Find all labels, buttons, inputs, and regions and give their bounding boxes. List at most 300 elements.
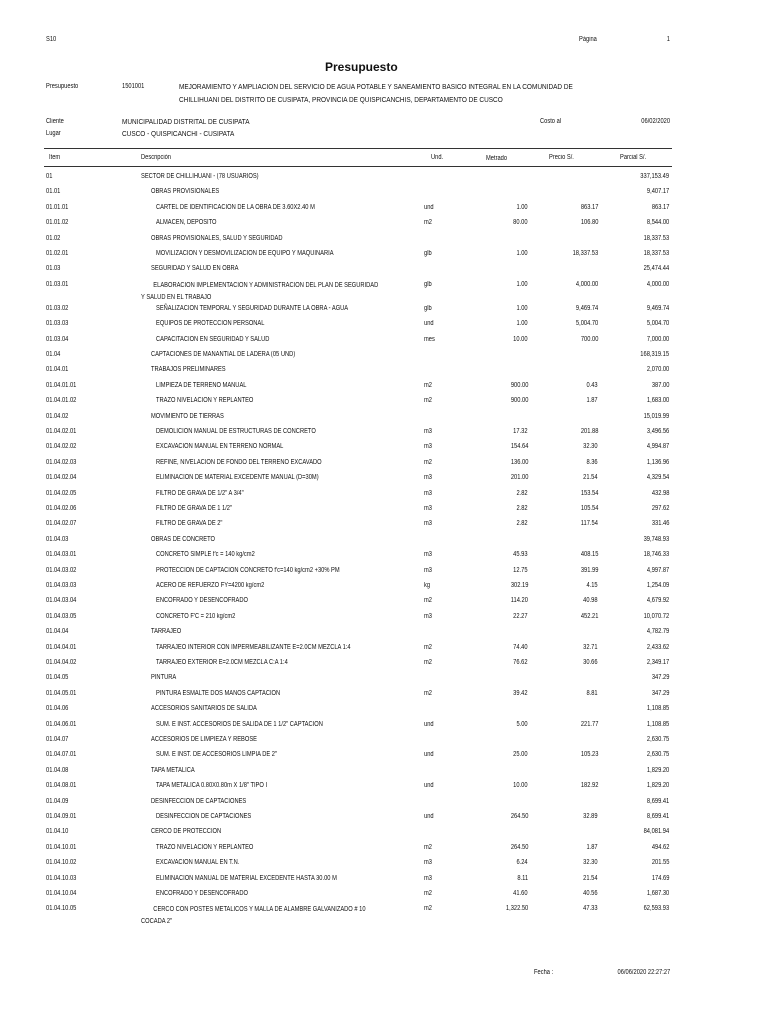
table-row <box>0 536 768 550</box>
row-item: 01.04.07 <box>46 736 69 743</box>
col-und: Und. <box>431 154 444 161</box>
row-description: TAPA METALICA 0.80X0.80m X 1/8" TIPO I <box>156 782 268 790</box>
row-metrado: 45.93 <box>513 551 528 559</box>
row-precio: 863.17 <box>580 203 598 211</box>
row-item: 01.04.01.01 <box>46 381 77 389</box>
row-parcial: 494.62 <box>651 843 669 851</box>
row-item: 01.04.03 <box>46 535 69 543</box>
row-unit: m2 <box>424 843 432 851</box>
row-precio: 391.99 <box>580 566 598 574</box>
row-metrado: 2.82 <box>516 489 528 497</box>
row-parcial: 18,337.53 <box>643 234 669 242</box>
row-parcial: 18,337.53 <box>643 250 669 257</box>
row-metrado: 302.19 <box>510 582 528 589</box>
row-precio: 117.54 <box>580 520 598 528</box>
row-parcial: 2,630.75 <box>646 736 669 743</box>
row-precio: 201.88 <box>580 428 598 435</box>
row-parcial: 168,319.15 <box>640 351 669 358</box>
row-item: 01.04.02.05 <box>46 489 77 497</box>
row-parcial: 62,593.93 <box>643 905 669 913</box>
row-description: ENCOFRADO Y DESENCOFRADO <box>156 597 248 605</box>
row-unit: mes <box>424 335 435 343</box>
row-description: ENCOFRADO Y DESENCOFRADO <box>156 890 248 897</box>
row-metrado: 1.00 <box>516 250 528 257</box>
row-item: 01.04.02.02 <box>46 443 77 451</box>
row-parcial: 174.69 <box>651 874 669 882</box>
table-row <box>0 597 768 611</box>
row-metrado: 900.00 <box>510 381 528 389</box>
row-description: SUM. E INST. ACCESORIOS DE SALIDA DE 1 1/2" CAPTACION <box>156 720 323 728</box>
row-metrado: 2.82 <box>516 505 528 512</box>
row-metrado: 5.00 <box>516 720 528 728</box>
col-precio: Precio S/. <box>549 154 574 161</box>
row-precio: 106.80 <box>580 219 598 227</box>
row-precio: 0.43 <box>586 381 598 389</box>
row-parcial: 7,000.00 <box>646 335 669 343</box>
row-unit: und <box>424 782 434 790</box>
table-row <box>0 659 768 673</box>
table-row <box>0 721 768 735</box>
table-row <box>0 250 768 264</box>
row-metrado: 1.00 <box>516 320 528 328</box>
table-row <box>0 505 768 519</box>
row-description: OBRAS PROVISIONALES, SALUD Y SEGURIDAD <box>151 234 283 242</box>
row-item: 01.04.03.01 <box>46 551 77 559</box>
cliente-value: MUNICIPALIDAD DISTRITAL DE CUSIPATA <box>122 117 250 126</box>
row-item: 01.01.02 <box>46 219 69 227</box>
table-row <box>0 305 768 319</box>
row-description: FILTRO DE GRAVA DE 1/2" A 3/4" <box>156 489 244 497</box>
fecha-label: Fecha : <box>534 969 554 976</box>
row-unit: m2 <box>424 397 432 405</box>
row-unit: m3 <box>424 474 432 482</box>
row-metrado: 264.50 <box>510 813 528 820</box>
row-parcial: 863.17 <box>651 203 669 211</box>
row-parcial: 2,349.17 <box>646 659 669 666</box>
row-parcial: 2,433.62 <box>646 643 669 651</box>
table-row <box>0 582 768 596</box>
row-precio: 32.71 <box>583 643 598 651</box>
table-row <box>0 443 768 457</box>
row-metrado: 80.00 <box>513 219 528 227</box>
page-label: Página <box>579 36 597 43</box>
row-parcial: 347.29 <box>651 689 669 697</box>
row-unit: glb <box>424 250 432 257</box>
row-parcial: 201.55 <box>651 859 669 867</box>
row-description: EXCAVACION MANUAL EN TERRENO NORMAL <box>156 443 284 451</box>
row-description: DESINFECCION DE CAPTACIONES <box>156 813 252 820</box>
row-description: ACCESORIOS DE LIMPIEZA Y REBOSE <box>151 736 258 743</box>
row-parcial: 432.98 <box>651 489 669 497</box>
row-unit: m3 <box>424 874 432 882</box>
row-precio: 105.23 <box>580 751 598 759</box>
row-parcial: 1,108.85 <box>646 720 669 728</box>
page-title: Presupuesto <box>325 60 398 74</box>
row-unit: m2 <box>424 905 432 913</box>
row-precio: 4.15 <box>586 582 598 589</box>
table-row <box>0 798 768 812</box>
row-metrado: 1,322.50 <box>505 905 528 913</box>
row-precio: 452.21 <box>580 612 598 620</box>
row-item: 01.04.08 <box>46 766 69 774</box>
row-unit: und <box>424 320 434 328</box>
row-item: 01.04.04.01 <box>46 643 77 651</box>
table-row <box>0 366 768 380</box>
row-description: EXCAVACION MANUAL EN T.N. <box>156 859 240 867</box>
row-unit: m2 <box>424 597 432 605</box>
row-parcial: 3,496.56 <box>646 428 669 435</box>
row-parcial: 18,746.33 <box>643 551 669 559</box>
row-metrado: 201.00 <box>510 474 528 482</box>
row-description: CONCRETO SIMPLE f'c = 140 kg/cm2 <box>156 551 255 559</box>
row-item: 01.04.09 <box>46 797 69 805</box>
row-precio: 1.87 <box>586 843 598 851</box>
table-row <box>0 520 768 534</box>
row-item: 01.01 <box>46 188 61 196</box>
row-precio: 40.56 <box>583 890 598 897</box>
table-row <box>0 844 768 858</box>
row-item: 01.01.01 <box>46 203 69 211</box>
row-parcial: 8,699.41 <box>646 813 669 820</box>
costo-value: 06/02/2020 <box>641 118 670 125</box>
row-metrado: 74.40 <box>513 643 528 651</box>
row-metrado: 114.20 <box>510 597 528 605</box>
row-description: SEGURIDAD Y SALUD EN OBRA <box>151 265 239 273</box>
row-metrado: 6.24 <box>516 859 528 867</box>
row-precio: 4,000.00 <box>575 280 598 288</box>
row-description: TAPA METALICA <box>151 766 195 774</box>
row-metrado: 136.00 <box>510 458 528 466</box>
row-unit: und <box>424 720 434 728</box>
row-parcial: 4,679.92 <box>646 597 669 605</box>
row-description: TRAZO NIVELACION Y REPLANTEO <box>156 397 254 405</box>
row-metrado: 22.27 <box>513 612 528 620</box>
table-row <box>0 859 768 873</box>
row-precio: 30.66 <box>583 659 598 666</box>
row-description: ACERO DE REFUERZO FY=4200 kg/cm2 <box>156 582 265 589</box>
row-parcial: 25,474.44 <box>643 265 669 273</box>
row-description: MOVIMIENTO DE TIERRAS <box>151 412 224 420</box>
row-unit: m2 <box>424 458 432 466</box>
row-parcial: 5,004.70 <box>646 320 669 328</box>
row-description: TRAZO NIVELACION Y REPLANTEO <box>156 843 254 851</box>
row-description: ELABORACION IMPLEMENTACION Y ADMINISTRACION DEL PLAN DE SEGURIDAD Y SALUD EN EL TRABAJO <box>141 281 379 301</box>
row-unit: glb <box>424 280 432 288</box>
row-description: TRABAJOS PRELIMINARES <box>151 366 226 374</box>
presupuesto-code: 1501001 <box>122 83 145 90</box>
row-parcial: 1,136.96 <box>646 458 669 466</box>
row-parcial: 1,254.09 <box>646 582 669 589</box>
row-description: MOVILIZACION Y DESMOVILIZACION DE EQUIPO Y MAQUINARIA <box>156 250 334 257</box>
table-row <box>0 875 768 889</box>
row-description: CARTEL DE IDENTIFICACION DE LA OBRA DE 3.60X2.40 M <box>156 203 315 211</box>
row-unit: m2 <box>424 890 432 897</box>
row-metrado: 41.60 <box>513 890 528 897</box>
row-precio: 8.81 <box>586 689 598 697</box>
row-description: SUM. E INST. DE ACCESORIOS LIMPIA DE 2" <box>156 751 278 759</box>
row-item: 01.04.01 <box>46 366 69 374</box>
row-precio: 408.15 <box>580 551 598 559</box>
table-row <box>0 751 768 765</box>
row-item: 01.04.07.01 <box>46 751 77 759</box>
row-item: 01.03.02 <box>46 304 69 312</box>
row-parcial: 1,108.85 <box>646 705 669 713</box>
table-row <box>0 551 768 565</box>
row-item: 01.04.10.04 <box>46 890 77 897</box>
table-row <box>0 767 768 781</box>
table-row <box>0 690 768 704</box>
table-row <box>0 382 768 396</box>
row-unit: und <box>424 751 434 759</box>
row-parcial: 2,630.75 <box>646 751 669 759</box>
row-description: OBRAS DE CONCRETO <box>151 535 216 543</box>
row-item: 01.04.05 <box>46 674 69 682</box>
row-parcial: 84,081.94 <box>643 828 669 836</box>
col-parcial: Parcial S/. <box>620 154 647 161</box>
table-row <box>0 613 768 627</box>
row-unit: und <box>424 813 434 820</box>
row-precio: 40.98 <box>583 597 598 605</box>
table-row <box>0 474 768 488</box>
row-description: REFINE, NIVELACION DE FONDO DEL TERRENO EXCAVADO <box>156 458 322 466</box>
row-metrado: 76.62 <box>513 659 528 666</box>
table-row <box>0 265 768 279</box>
row-parcial: 15,019.99 <box>643 412 669 420</box>
col-item: Item <box>49 154 61 161</box>
row-item: 01.04.03.04 <box>46 597 77 605</box>
row-item: 01.04.05.01 <box>46 689 77 697</box>
row-parcial: 4,997.87 <box>646 566 669 574</box>
row-parcial: 1,683.00 <box>646 397 669 405</box>
row-precio: 18,337.53 <box>572 250 598 257</box>
row-description: EQUIPOS DE PROTECCION PERSONAL <box>156 320 265 328</box>
row-description: FILTRO DE GRAVA DE 1 1/2" <box>156 505 233 512</box>
row-metrado: 39.42 <box>513 689 528 697</box>
row-parcial: 8,699.41 <box>646 797 669 805</box>
table-row <box>0 567 768 581</box>
table-row <box>0 351 768 365</box>
row-parcial: 387.00 <box>651 381 669 389</box>
row-description: ELIMINACION MANUAL DE MATERIAL EXCEDENTE HASTA 30.00 M <box>156 874 337 882</box>
row-description: SEÑALIZACION TEMPORAL Y SEGURIDAD DURANTE LA OBRA - AGUA <box>156 304 349 312</box>
row-unit: m3 <box>424 489 432 497</box>
header-bottom-rule <box>44 166 672 167</box>
row-parcial: 9,407.17 <box>646 188 669 196</box>
row-precio: 47.33 <box>583 905 598 913</box>
row-item: 01 <box>46 173 53 180</box>
table-row <box>0 813 768 827</box>
row-unit: m3 <box>424 443 432 451</box>
col-descripcion: Descripción <box>141 154 171 161</box>
row-unit: m2 <box>424 689 432 697</box>
table-row <box>0 628 768 642</box>
row-item: 01.04.08.01 <box>46 782 77 790</box>
row-item: 01.04.03.05 <box>46 612 77 620</box>
row-precio: 21.54 <box>583 874 598 882</box>
row-metrado: 25.00 <box>513 751 528 759</box>
row-unit: und <box>424 203 434 211</box>
row-unit: m3 <box>424 551 432 559</box>
row-metrado: 12.75 <box>513 566 528 574</box>
row-unit: m2 <box>424 381 432 389</box>
row-metrado: 154.64 <box>510 443 528 451</box>
row-description: PINTURA <box>151 674 177 682</box>
row-item: 01.04.02.03 <box>46 458 77 466</box>
row-parcial: 9,469.74 <box>646 304 669 312</box>
row-item: 01.04.04 <box>46 628 69 636</box>
row-precio: 32.89 <box>583 813 598 820</box>
row-description: PROTECCION DE CAPTACION CONCRETO f'c=140 kg/cm2 +30% PM <box>156 566 340 574</box>
row-item: 01.04.09.01 <box>46 813 77 820</box>
row-unit: glb <box>424 304 432 312</box>
row-item: 01.04.06 <box>46 705 69 713</box>
row-precio: 21.54 <box>583 474 598 482</box>
row-item: 01.04.10 <box>46 828 69 836</box>
row-unit: kg <box>424 582 431 589</box>
row-parcial: 4,994.87 <box>646 443 669 451</box>
row-precio: 700.00 <box>580 335 598 343</box>
row-item: 01.04.02.06 <box>46 505 77 512</box>
row-unit: m3 <box>424 520 432 528</box>
row-unit: m2 <box>424 659 432 666</box>
row-metrado: 264.50 <box>510 843 528 851</box>
row-description: CAPACITACION EN SEGURIDAD Y SALUD <box>156 335 270 343</box>
row-metrado: 2.82 <box>516 520 528 528</box>
row-item: 01.04.02.04 <box>46 474 77 482</box>
row-item: 01.03.01 <box>46 280 69 288</box>
row-description: FILTRO DE GRAVA DE 2" <box>156 520 223 528</box>
table-row <box>0 736 768 750</box>
row-description: TARRAJEO EXTERIOR E=2.0CM MEZCLA C:A 1:4 <box>156 659 288 666</box>
row-description: DESINFECCION DE CAPTACIONES <box>151 797 247 805</box>
row-item: 01.04.03.02 <box>46 566 77 574</box>
row-description: CONCRETO F'C = 210 kg/cm2 <box>156 612 236 620</box>
row-item: 01.03 <box>46 265 61 273</box>
table-row <box>0 235 768 249</box>
row-item: 01.04.01.02 <box>46 397 77 405</box>
row-description: TARRAJEO <box>151 628 182 636</box>
row-parcial: 331.46 <box>651 520 669 528</box>
table-row <box>0 188 768 202</box>
presupuesto-label: Presupuesto <box>46 83 79 90</box>
page-number: 1 <box>666 36 670 43</box>
row-description: OBRAS PROVISIONALES <box>151 188 220 196</box>
header-top-rule <box>44 148 672 149</box>
row-item: 01.04.02.01 <box>46 428 77 435</box>
table-row <box>0 459 768 473</box>
row-precio: 221.77 <box>580 720 598 728</box>
table-row <box>0 336 768 350</box>
table-row <box>0 280 768 301</box>
row-item: 01.04.02 <box>46 412 69 420</box>
lugar-label: Lugar <box>46 130 61 137</box>
row-metrado: 900.00 <box>510 397 528 405</box>
row-parcial: 2,070.00 <box>646 366 669 374</box>
row-item: 01.04 <box>46 351 61 358</box>
row-parcial: 10,070.72 <box>643 612 669 620</box>
row-unit: m3 <box>424 859 432 867</box>
row-metrado: 10.00 <box>513 335 528 343</box>
row-parcial: 8,544.00 <box>646 219 669 227</box>
row-item: 01.04.10.01 <box>46 843 77 851</box>
row-metrado: 17.32 <box>513 428 528 435</box>
row-parcial: 4,782.79 <box>646 628 669 636</box>
row-precio: 9,469.74 <box>575 304 598 312</box>
row-parcial: 337,153.49 <box>640 173 669 180</box>
row-unit: m3 <box>424 612 432 620</box>
lugar-value: CUSCO - QUISPICANCHI - CUSIPATA <box>122 129 235 138</box>
row-parcial: 4,329.54 <box>646 474 669 482</box>
table-row <box>0 828 768 842</box>
row-description: LIMPIEZA DE TERRENO MANUAL <box>156 381 247 389</box>
row-unit: m3 <box>424 566 432 574</box>
row-metrado: 1.00 <box>516 304 528 312</box>
row-description: SECTOR DE CHILLIHUANI - (78 USUARIOS) <box>141 173 259 180</box>
table-row <box>0 397 768 411</box>
row-unit: m3 <box>424 428 432 435</box>
row-precio: 5,004.70 <box>575 320 598 328</box>
table-row <box>0 413 768 427</box>
row-description: ACCESORIOS SANITARIOS DE SALIDA <box>151 705 257 713</box>
row-parcial: 347.29 <box>651 674 669 682</box>
col-metrado: Metrado <box>486 155 508 162</box>
presupuesto-description: MEJORAMIENTO Y AMPLIACION DEL SERVICIO DE AGUA POTABLE Y SANEAMIENTO BASICO INTEGRAL EN LA COMUNIDAD DE CHILLIHUANI DEL DISTRITO DE CUSIPATA, PROVINCIA DE QUISPICANCHIS, DEPARTAMENTO DE CUSCO <box>179 82 573 104</box>
row-unit: m2 <box>424 219 432 227</box>
row-description: CERCO CON POSTES METALICOS Y MALLA DE ALAMBRE GALVANIZADO # 10 COCADA 2" <box>141 906 366 926</box>
row-metrado: 1.00 <box>516 280 528 288</box>
row-description: ALMACEN, DEPOSITO <box>156 219 217 227</box>
table-row <box>0 173 768 187</box>
row-parcial: 1,829.20 <box>646 782 669 790</box>
row-metrado: 1.00 <box>516 203 528 211</box>
table-row <box>0 705 768 719</box>
table-row <box>0 204 768 218</box>
row-parcial: 1,687.30 <box>646 890 669 897</box>
row-item: 01.04.03.03 <box>46 582 77 589</box>
row-description: CAPTACIONES DE MANANTIAL DE LADERA (05 UND) <box>151 351 296 358</box>
row-item: 01.02 <box>46 234 61 242</box>
row-description: PINTURA ESMALTE DOS MANOS CAPTACION <box>156 689 281 697</box>
row-item: 01.04.04.02 <box>46 659 77 666</box>
row-precio: 32.30 <box>583 859 598 867</box>
row-precio: 105.54 <box>580 505 598 512</box>
row-item: 01.04.10.02 <box>46 859 77 867</box>
table-row <box>0 674 768 688</box>
table-row <box>0 782 768 796</box>
row-parcial: 4,000.00 <box>646 280 669 288</box>
row-precio: 32.30 <box>583 443 598 451</box>
row-description: TARRAJEO INTERIOR CON IMPERMEABILIZANTE E=2.0CM MEZCLA 1:4 <box>156 643 351 651</box>
row-item: 01.03.04 <box>46 335 69 343</box>
table-row <box>0 219 768 233</box>
row-precio: 182.92 <box>580 782 598 790</box>
fecha-value: 06/06/2020 22:27:27 <box>617 969 670 976</box>
row-parcial: 1,829.20 <box>646 766 669 774</box>
row-precio: 153.54 <box>580 489 598 497</box>
table-row <box>0 644 768 658</box>
table-row <box>0 905 768 926</box>
row-description: ELIMINACION DE MATERIAL EXCEDENTE MANUAL (D=30M) <box>156 474 319 482</box>
table-row <box>0 320 768 334</box>
row-description: CERCO DE PROTECCION <box>151 828 222 836</box>
row-metrado: 8.11 <box>517 874 528 882</box>
table-row <box>0 890 768 904</box>
row-parcial: 39,748.93 <box>643 535 669 543</box>
row-precio: 8.36 <box>586 458 598 466</box>
table-row <box>0 428 768 442</box>
s10-label: S10 <box>46 36 57 43</box>
cliente-label: Cliente <box>46 118 64 125</box>
